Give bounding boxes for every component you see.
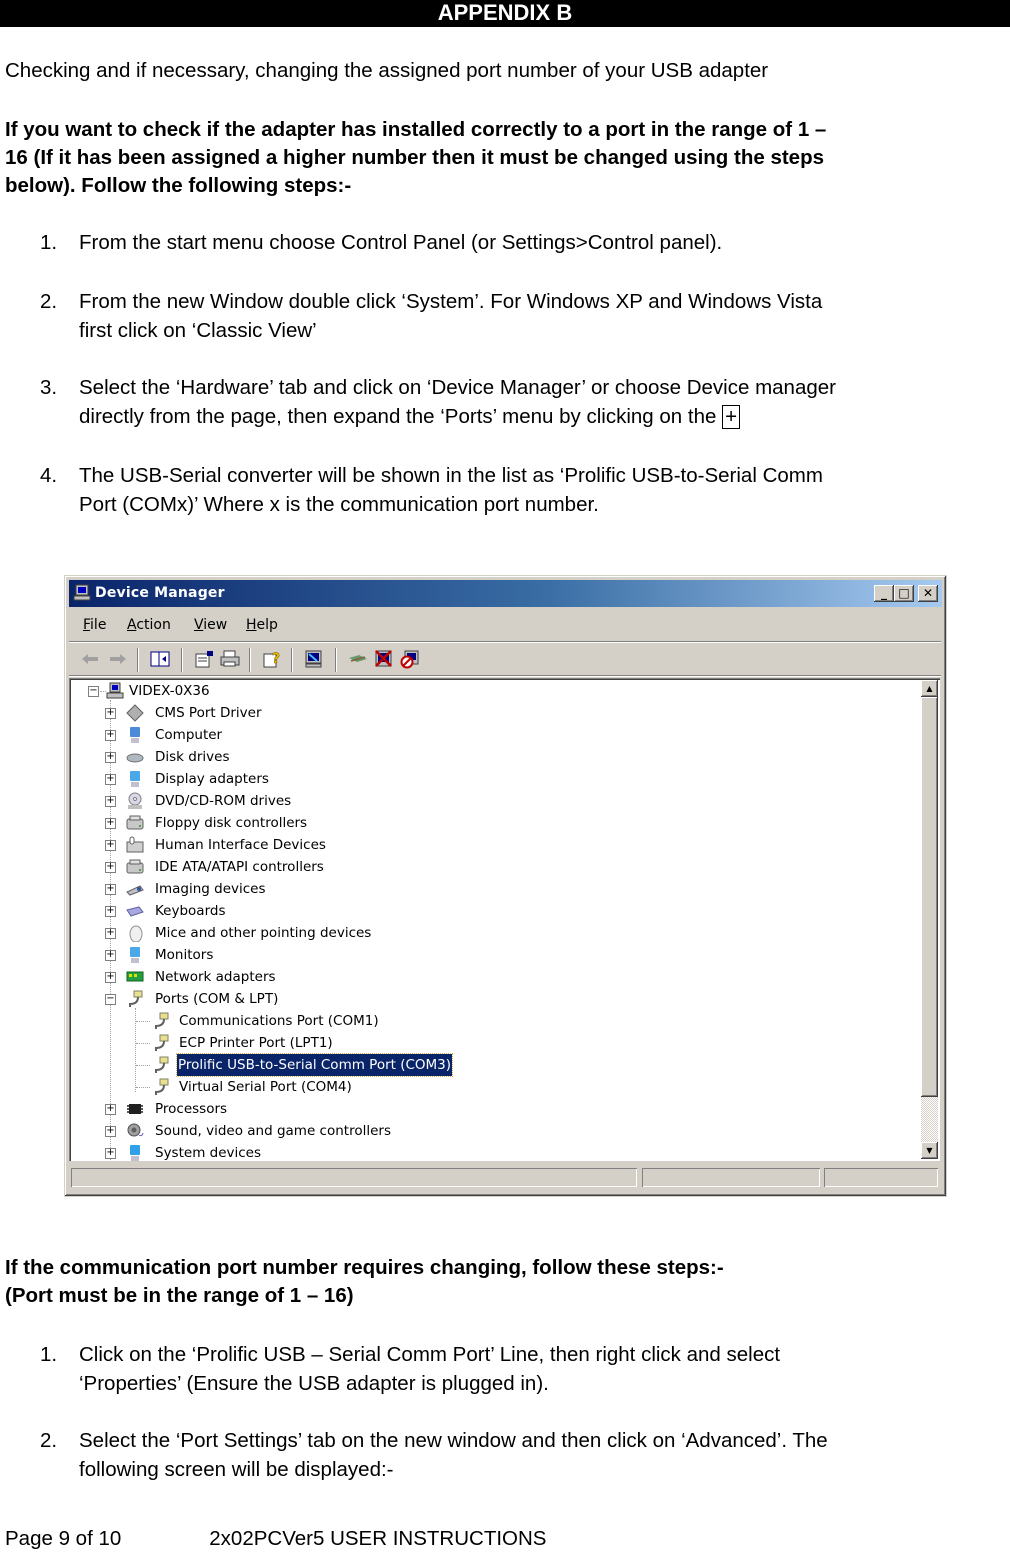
tree-label: IDE ATA/ATAPI controllers [155, 859, 324, 875]
change-heading-line-2: (Port must be in the range of 1 – 16) [5, 1284, 354, 1307]
menu-action[interactable] [127, 617, 171, 633]
step-number: 2. [40, 290, 58, 313]
change-step-2 [40, 1426, 1005, 1484]
tree-label: Virtual Serial Port (COM4) [179, 1079, 352, 1095]
expand-icon[interactable]: + [106, 949, 115, 960]
menu-bar [69, 609, 941, 642]
step-text: Port (COMx)’ Where x is the communication port number. [79, 493, 599, 516]
scan-hardware-icon[interactable] [303, 649, 325, 669]
tree-connector [136, 1065, 150, 1066]
tree-label: DVD/CD-ROM drives [155, 793, 292, 809]
tree-label: CMS Port Driver [155, 705, 262, 721]
tree-label: ECP Printer Port (LPT1) [179, 1035, 333, 1051]
check-heading-line-2: 16 (If it has been assigned a higher number then it must be changed using the steps [5, 146, 825, 169]
mouse-icon [126, 924, 144, 942]
expand-icon[interactable]: + [106, 883, 115, 894]
tree-label: Communications Port (COM1) [179, 1013, 379, 1029]
show-hide-tree-icon[interactable] [149, 649, 171, 669]
check-heading-line-3: below). Follow the following steps:- [5, 174, 352, 197]
menu-help[interactable] [246, 617, 278, 633]
change-step-1 [40, 1340, 1005, 1398]
imaging-icon [126, 880, 144, 898]
check-step-2 [40, 287, 1005, 345]
step-text: The USB-Serial converter will be shown in the list as ‘Prolific USB-to-Serial Comm [79, 464, 823, 487]
disable-icon[interactable] [399, 649, 421, 669]
status-panel [824, 1168, 938, 1187]
disk-drive-icon [126, 748, 144, 766]
step-text: Click on the ‘Prolific USB – Serial Comm Port’ Line, then right click and select [79, 1343, 781, 1366]
step-number: 4. [40, 464, 58, 487]
expand-icon[interactable]: + [106, 817, 115, 828]
step-number: 3. [40, 376, 58, 399]
window-title: Device Manager [95, 585, 225, 601]
accel-key: V [194, 617, 204, 633]
tree-label: Disk drives [155, 749, 230, 765]
menu-view[interactable] [194, 617, 227, 633]
tree-label: Keyboards [155, 903, 226, 919]
port-icon [126, 990, 144, 1008]
expand-icon[interactable]: + [106, 1147, 115, 1158]
status-panel [642, 1168, 820, 1187]
collapse-icon[interactable]: − [106, 993, 115, 1004]
maximize-button[interactable]: □ [894, 585, 914, 602]
tree-root[interactable] [69, 680, 909, 702]
expand-icon[interactable]: + [106, 927, 115, 938]
forward-icon[interactable] [107, 649, 129, 669]
menu-label: elp [256, 617, 278, 633]
page-footer [5, 1527, 546, 1551]
tree-label: VIDEX-0X36 [129, 683, 210, 699]
step-number: 2. [40, 1429, 58, 1452]
expand-icon[interactable]: + [106, 971, 115, 982]
accel-key: F [83, 617, 91, 633]
expand-icon[interactable]: + [106, 839, 115, 850]
check-step-1 [40, 228, 1005, 257]
appendix-banner: APPENDIX B [0, 0, 1010, 27]
check-heading-line-1: If you want to check if the adapter has installed correctly to a port in the range of 1 – [5, 118, 827, 141]
expand-icon[interactable]: + [106, 729, 115, 740]
monitor-icon [126, 946, 144, 964]
port-icon [152, 1078, 170, 1096]
check-step-4 [40, 461, 1005, 519]
expand-icon[interactable]: + [106, 751, 115, 762]
change-heading-line-1: If the communication port number requires changing, follow these steps:- [5, 1256, 724, 1279]
toolbar-separator [137, 648, 138, 672]
processor-icon [126, 1100, 144, 1118]
step-text: Select the ‘Hardware’ tab and click on ‘Device Manager’ or choose Device manager [79, 376, 836, 399]
expand-icon[interactable]: + [106, 905, 115, 916]
cdrom-icon [126, 792, 144, 810]
step-number: 1. [40, 1343, 58, 1366]
port-icon [152, 1056, 170, 1074]
status-panel [71, 1168, 637, 1187]
sound-icon [126, 1122, 144, 1140]
network-adapter-icon [126, 968, 144, 986]
display-adapter-icon [126, 770, 144, 788]
accel-key: A [127, 617, 137, 633]
port-icon [152, 1034, 170, 1052]
toolbar-separator [249, 648, 250, 672]
tree-label: Processors [155, 1101, 228, 1117]
hid-icon [126, 836, 144, 854]
computer-icon [73, 584, 91, 602]
check-step-3 [40, 373, 1005, 431]
vertical-scrollbar[interactable] [921, 680, 938, 1159]
toolbar-separator [291, 648, 292, 672]
page-number: Page 9 of 10 [5, 1527, 122, 1550]
expand-icon[interactable]: + [106, 1103, 115, 1114]
scroll-up-button[interactable]: ▲ [921, 680, 938, 697]
menu-label: ile [90, 617, 107, 633]
step-text: ‘Properties’ (Ensure the USB adapter is plugged in). [79, 1372, 549, 1395]
step-text: Select the ‘Port Settings’ tab on the new window and then click on ‘Advanced’. The [79, 1429, 828, 1452]
tree-connector [136, 1087, 150, 1088]
menu-label: ction [136, 617, 171, 633]
tree-connector [136, 1021, 150, 1022]
plus-box-icon: + [722, 405, 740, 429]
step-number: 1. [40, 231, 58, 254]
step-text: directly from the page, then expand the ‘Ports’ menu by clicking on the [79, 405, 717, 428]
document-title: 2x02PCVer5 USER INSTRUCTIONS [209, 1527, 547, 1550]
status-bar [69, 1166, 941, 1190]
expand-icon[interactable]: + [106, 1125, 115, 1136]
scroll-down-button[interactable]: ▼ [921, 1142, 938, 1159]
tree-label: Computer [155, 727, 223, 743]
keyboard-icon [126, 902, 144, 920]
help-icon[interactable] [261, 649, 283, 669]
intro-text: Checking and if necessary, changing the assigned port number of your USB adapter [5, 59, 769, 82]
accel-key: H [246, 617, 257, 633]
computer-icon [126, 726, 144, 744]
controller-icon [126, 814, 144, 832]
toolbar-separator [335, 648, 336, 672]
step-text: following screen will be displayed:- [79, 1458, 394, 1481]
back-icon[interactable] [79, 649, 101, 669]
system-device-icon [126, 1144, 144, 1161]
title-bar[interactable] [69, 580, 942, 607]
tree-label: Floppy disk controllers [155, 815, 308, 831]
tree-label: Imaging devices [155, 881, 266, 897]
expand-icon[interactable]: + [106, 795, 115, 806]
expand-icon[interactable]: + [106, 861, 115, 872]
tree-label: Mice and other pointing devices [155, 925, 372, 941]
toolbar [69, 643, 941, 676]
tree-label: System devices [155, 1145, 262, 1161]
port-icon [152, 1012, 170, 1030]
uninstall-icon[interactable] [373, 649, 395, 669]
print-icon[interactable] [219, 649, 241, 669]
tree-label: Network adapters [155, 969, 276, 985]
tree-connector [136, 1043, 150, 1044]
step-text-line-2 [79, 402, 1005, 431]
controller-icon [126, 858, 144, 876]
step-text: From the new Window double click ‘System’. For Windows XP and Windows Vista [79, 290, 823, 313]
device-tree[interactable] [69, 678, 940, 1161]
close-button[interactable]: ✕ [918, 585, 938, 602]
collapse-icon[interactable]: − [89, 685, 98, 696]
step-text: first click on ‘Classic View’ [79, 319, 317, 342]
tree-label: Display adapters [155, 771, 269, 787]
step-text: From the start menu choose Control Panel (or Settings>Control panel). [79, 231, 723, 254]
tree-label: Monitors [155, 947, 214, 963]
device-manager-window [64, 575, 947, 1197]
diamond-icon [126, 704, 144, 722]
scroll-thumb[interactable] [921, 697, 938, 1097]
minimize-button[interactable]: _ [874, 585, 894, 602]
update-driver-icon[interactable] [347, 649, 369, 669]
tree-label: Ports (COM & LPT) [155, 991, 279, 1007]
toolbar-separator [181, 648, 182, 672]
menu-label: iew [203, 617, 228, 633]
menu-file[interactable] [83, 617, 106, 633]
expand-icon[interactable]: + [106, 773, 115, 784]
computer-icon [106, 682, 124, 700]
expand-icon[interactable]: + [106, 707, 115, 718]
tree-label-selected: Prolific USB-to-Serial Comm Port (COM3) [177, 1054, 452, 1076]
tree-label: Human Interface Devices [155, 837, 326, 853]
tree-label: Sound, video and game controllers [155, 1123, 391, 1139]
svg-text:?: ? [272, 651, 281, 667]
properties-icon[interactable] [193, 649, 215, 669]
